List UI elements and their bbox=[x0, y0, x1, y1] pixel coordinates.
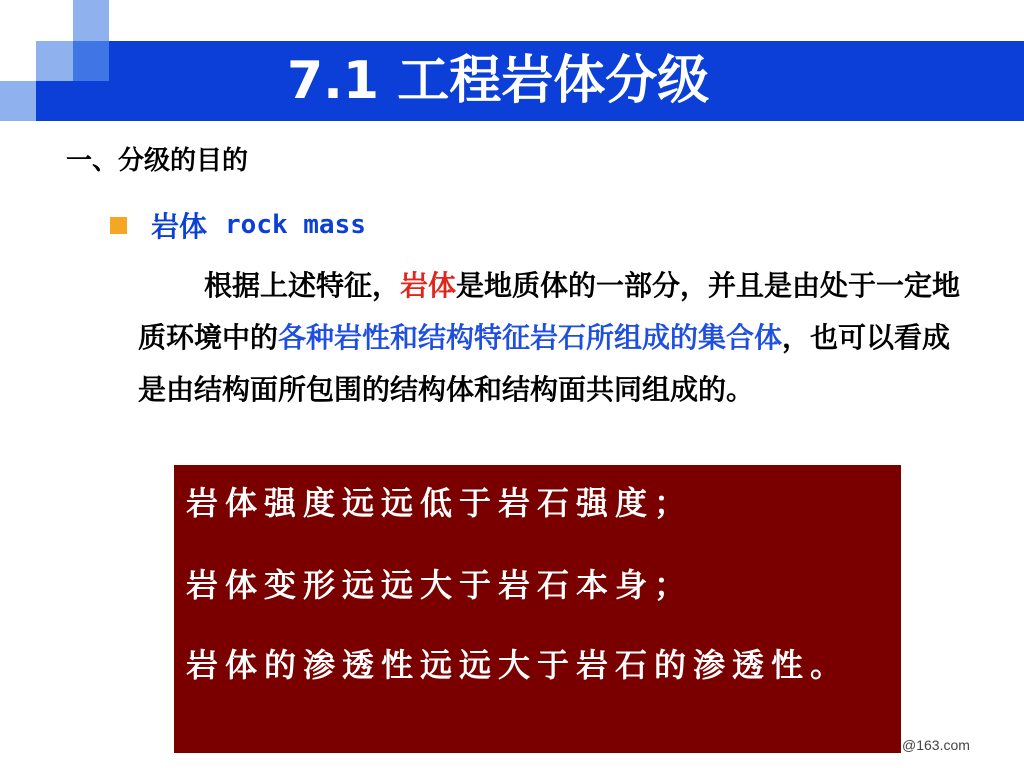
conclusion-line: 岩体的渗透性远远大于岩石的渗透性。 bbox=[186, 646, 850, 684]
decor-square bbox=[73, 41, 109, 81]
decor-square bbox=[0, 81, 36, 121]
conclusion-line: 岩体变形远远大于岩石本身； bbox=[186, 566, 694, 604]
para-highlight-red: 岩体 bbox=[400, 269, 457, 302]
para-text: 根据上述特征， bbox=[204, 269, 401, 302]
decor-square bbox=[73, 0, 109, 41]
title-bar-extension bbox=[36, 81, 109, 121]
decor-square bbox=[36, 41, 73, 81]
footer-email: @163.com bbox=[902, 737, 970, 753]
bullet-item bbox=[110, 205, 366, 245]
slide-title: 7.1 工程岩体分级 bbox=[287, 51, 710, 111]
square-bullet-icon bbox=[110, 217, 127, 234]
conclusion-line: 岩体强度远远低于岩石强度； bbox=[186, 484, 694, 522]
para-text: 是地质体的一部分，并且是由处于一定地质环境中的 bbox=[138, 269, 961, 354]
para-text: ，也可以看成是由结构面所包围的结构体和结构面共同组成的。 bbox=[138, 321, 951, 406]
section-heading: 一、分级的目的 bbox=[66, 146, 249, 176]
bullet-term-en: rock mass bbox=[225, 210, 366, 240]
bullet-term-zh: 岩体 bbox=[151, 210, 208, 243]
definition-paragraph bbox=[138, 260, 968, 416]
para-highlight-blue: 各种岩性和结构特征岩石所组成的集合体 bbox=[278, 321, 783, 354]
